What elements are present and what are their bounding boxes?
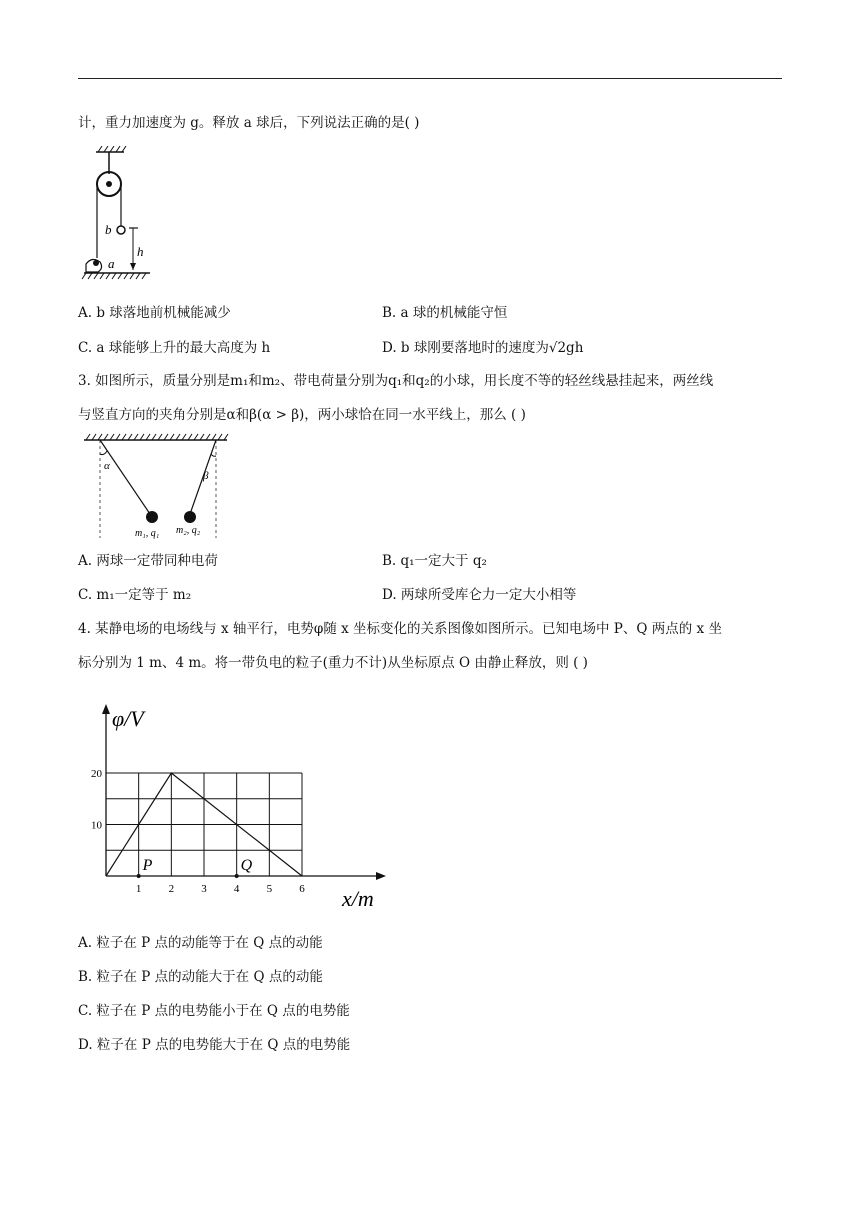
point-q-label: Q xyxy=(240,857,253,874)
q4-stem-line1: 4. 某静电场的电场线与 x 轴平行，电势φ随 x 坐标变化的关系图像如图所示。已知电场中 P、Q 两点的 x 坐 xyxy=(78,621,722,637)
x-axis-label: x/m xyxy=(342,886,374,911)
hanging-balls-figure xyxy=(82,432,232,542)
q3-stem-line1: 3. 如图所示，质量分别是m₁和m₂、带电荷量分别为q₁和q₂的小球，用长度不等的轻丝线悬挂起来，两丝线 xyxy=(78,373,714,389)
q4-option-c: C. 粒子在 P 点的电势能小于在 Q 点的电势能 xyxy=(78,1003,350,1019)
potential-chart xyxy=(70,696,400,914)
q4-option-a: A. 粒子在 P 点的动能等于在 Q 点的动能 xyxy=(78,935,323,951)
x-tick-label: 3 xyxy=(201,883,207,895)
q2-stem: 计，重力加速度为 g。释放 a 球后，下列说法正确的是( ) xyxy=(78,115,420,131)
x-axis-arrow xyxy=(376,872,386,880)
point-p-label: P xyxy=(142,857,153,874)
point-q-marker xyxy=(235,874,239,878)
q3-option-c: C. m₁一定等于 m₂ xyxy=(78,587,192,603)
label-h: h xyxy=(137,244,144,259)
label-alpha: α xyxy=(104,460,110,472)
x-tick-label: 4 xyxy=(233,883,240,895)
q2-option-b: B. a 球的机械能守恒 xyxy=(382,305,508,321)
q3-option-a: A. 两球一定带同种电荷 xyxy=(78,553,218,569)
label-ball1: m₁, q₁ xyxy=(135,528,160,539)
q2-option-a: A. b 球落地前机械能减少 xyxy=(78,305,231,321)
x-tick-label: 5 xyxy=(266,883,273,895)
q2-option-d: D. b 球刚要落地时的速度为√2gh xyxy=(382,340,584,356)
q4-stem-line2: 标分别为 1 m、4 m。将一带负电的粒子(重力不计)从坐标原点 O 由静止释放，则 ( ) xyxy=(78,655,588,671)
q2-option-c: C. a 球能够上升的最大高度为 h xyxy=(78,340,271,356)
label-b: b xyxy=(105,222,112,237)
y-tick-label: 20 xyxy=(91,768,102,780)
q4-option-b: B. 粒子在 P 点的动能大于在 Q 点的动能 xyxy=(78,969,323,985)
q3-option-b: B. q₁一定大于 q₂ xyxy=(382,553,487,569)
label-ball2: m₂, q₂ xyxy=(176,525,201,536)
q4-option-d: D. 粒子在 P 点的电势能大于在 Q 点的电势能 xyxy=(78,1037,351,1053)
label-a: a xyxy=(108,256,115,271)
q3-stem-line2: 与竖直方向的夹角分别是α和β(α > β)，两小球恰在同一水平线上，那么 ( ) xyxy=(78,407,526,423)
y-tick-label: 10 xyxy=(91,819,102,832)
pulley-figure xyxy=(78,146,158,286)
point-p-marker xyxy=(137,874,141,878)
x-tick-label: 1 xyxy=(135,883,142,895)
label-beta: β xyxy=(203,470,209,482)
header-rule xyxy=(78,78,782,79)
x-tick-label: 6 xyxy=(299,883,305,895)
y-axis-label: φ/V xyxy=(112,706,144,731)
x-tick-label: 2 xyxy=(168,883,175,895)
q3-option-d: D. 两球所受库仑力一定大小相等 xyxy=(382,587,577,603)
y-axis-arrow xyxy=(102,704,110,714)
